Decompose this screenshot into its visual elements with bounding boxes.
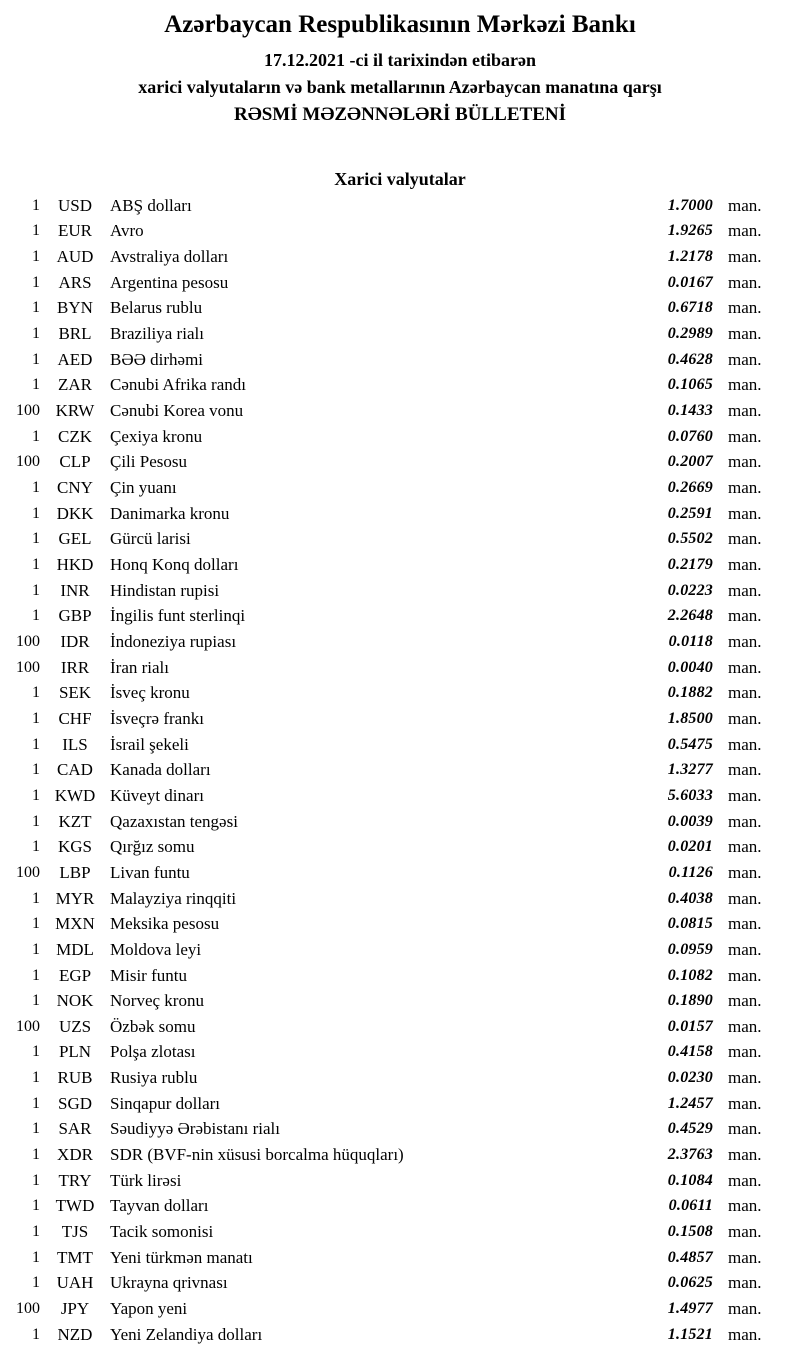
- currency-code-cell: IRR: [60, 657, 90, 677]
- rate-cell: 1.9265: [667, 222, 713, 240]
- table-row: [0, 629, 800, 655]
- unit-cell: man.: [728, 991, 762, 1011]
- unit-cell: man.: [728, 1273, 762, 1293]
- currency-name-cell: Tacik somonisi: [110, 1222, 214, 1242]
- unit-cell: man.: [728, 1145, 762, 1165]
- table-row: [0, 1271, 800, 1297]
- unit-cell: man.: [728, 708, 762, 728]
- unit-cell: man.: [728, 401, 762, 421]
- unit-cell: man.: [728, 965, 762, 985]
- currency-code-cell: CLP: [59, 452, 91, 472]
- currency-code-cell: IDR: [60, 631, 90, 651]
- table-row: [0, 398, 800, 424]
- rate-cell: 0.4158: [667, 1043, 713, 1061]
- rate-cell: 2.2648: [667, 607, 713, 625]
- quantity-cell: 100: [16, 632, 40, 650]
- unit-cell: man.: [728, 734, 762, 754]
- currency-code-cell: NOK: [56, 991, 94, 1011]
- currency-name-cell: İsveç kronu: [110, 683, 190, 703]
- unit-cell: man.: [728, 760, 762, 780]
- currency-name-cell: Səudiyyə Ərəbistanı rialı: [110, 1119, 280, 1139]
- quantity-cell: 1: [32, 735, 40, 753]
- quantity-cell: 1: [32, 1274, 40, 1292]
- currency-code-cell: AED: [57, 349, 93, 369]
- currency-name-cell: Argentina pesosu: [110, 272, 229, 292]
- table-row: [0, 219, 800, 245]
- currency-code-cell: KGS: [57, 837, 92, 857]
- rate-cell: 0.0118: [668, 632, 713, 650]
- currency-code-cell: ZAR: [58, 375, 92, 395]
- currency-name-cell: Misir funtu: [110, 965, 187, 985]
- currency-name-cell: BƏƏ dirhəmi: [110, 349, 204, 369]
- unit-cell: man.: [728, 1042, 762, 1062]
- quantity-cell: 1: [32, 273, 40, 291]
- quantity-cell: 1: [32, 889, 40, 907]
- rate-cell: 0.0040: [667, 658, 713, 676]
- quantity-cell: 1: [32, 376, 40, 394]
- currency-code-cell: GBP: [58, 606, 92, 626]
- currency-code-cell: TJS: [61, 1222, 89, 1242]
- table-row: [0, 193, 800, 219]
- rate-cell: 0.0230: [667, 1069, 713, 1087]
- currency-name-cell: Braziliya rialı: [110, 324, 204, 344]
- quantity-cell: 1: [32, 812, 40, 830]
- rate-cell: 0.0815: [667, 915, 713, 933]
- currency-code-cell: SEK: [58, 683, 92, 703]
- quantity-cell: 1: [32, 838, 40, 856]
- currency-name-cell: Çin yuanı: [110, 478, 177, 498]
- currency-code-cell: CAD: [57, 760, 93, 780]
- table-row: [0, 578, 800, 604]
- rate-cell: 1.3277: [667, 761, 713, 779]
- unit-cell: man.: [728, 1196, 762, 1216]
- unit-cell: man.: [728, 195, 762, 215]
- table-row: [0, 373, 800, 399]
- rate-cell: 1.7000: [667, 196, 713, 214]
- unit-cell: man.: [728, 862, 762, 882]
- currency-code-cell: CHF: [58, 708, 92, 728]
- table-row: [0, 1142, 800, 1168]
- rate-cell: 0.4857: [667, 1248, 713, 1266]
- currency-code-cell: JPY: [60, 1299, 90, 1319]
- table-row: [0, 527, 800, 553]
- currency-code-cell: KZT: [58, 811, 92, 831]
- unit-cell: man.: [728, 1247, 762, 1267]
- currency-name-cell: Yeni Zelandiya dolları: [110, 1324, 263, 1344]
- rate-cell: 0.1508: [667, 1223, 713, 1241]
- currency-code-cell: TRY: [58, 1170, 92, 1190]
- quantity-cell: 1: [32, 761, 40, 779]
- table-row: [0, 604, 800, 630]
- quantity-cell: 1: [32, 222, 40, 240]
- rate-cell: 0.0201: [667, 838, 713, 856]
- unit-cell: man.: [728, 452, 762, 472]
- currency-name-cell: Malayziya rinqqiti: [110, 888, 237, 908]
- rate-cell: 1.4977: [667, 1300, 713, 1318]
- unit-cell: man.: [728, 426, 762, 446]
- subtitle-line: xarici valyutaların və bank metallarının Azərbaycan manatına qarşı: [138, 77, 662, 97]
- rate-cell: 0.6718: [667, 299, 713, 317]
- currency-name-cell: Kanada dolları: [110, 760, 211, 780]
- rate-cell: 0.2179: [667, 556, 713, 574]
- currency-name-cell: Özbək somu: [110, 1016, 196, 1036]
- currency-name-cell: Moldova leyi: [110, 939, 202, 959]
- currency-name-cell: Danimarka kronu: [110, 503, 230, 523]
- currency-name-cell: Norveç kronu: [110, 991, 204, 1011]
- unit-cell: man.: [728, 580, 762, 600]
- table-row: [0, 963, 800, 989]
- table-row: [0, 757, 800, 783]
- quantity-cell: 1: [32, 1094, 40, 1112]
- quantity-cell: 1: [32, 786, 40, 804]
- quantity-cell: 100: [16, 1300, 40, 1318]
- currency-code-cell: LBP: [59, 862, 91, 882]
- table-row: [0, 783, 800, 809]
- unit-cell: man.: [728, 1016, 762, 1036]
- rate-cell: 0.0157: [667, 1017, 713, 1035]
- currency-code-cell: PLN: [58, 1042, 92, 1062]
- document-header: [0, 0, 800, 128]
- currency-code-cell: RUB: [57, 1068, 93, 1088]
- currency-code-cell: TWD: [55, 1196, 95, 1216]
- currency-name-cell: Honq Konq dolları: [110, 555, 239, 575]
- unit-cell: man.: [728, 1299, 762, 1319]
- currency-name-cell: Yapon yeni: [110, 1299, 188, 1319]
- quantity-cell: 1: [32, 350, 40, 368]
- rate-cell: 0.4628: [667, 350, 713, 368]
- quantity-cell: 1: [32, 1325, 40, 1343]
- currency-code-cell: XDR: [57, 1145, 93, 1165]
- table-row: [0, 834, 800, 860]
- unit-cell: man.: [728, 478, 762, 498]
- table-row: [0, 552, 800, 578]
- page-title: Azərbaycan Respublikasının Mərkəzi Bankı: [164, 11, 636, 38]
- quantity-cell: 1: [32, 684, 40, 702]
- table-row: [0, 937, 800, 963]
- unit-cell: man.: [728, 657, 762, 677]
- rate-cell: 0.5502: [667, 530, 713, 548]
- currency-code-cell: NZD: [57, 1324, 93, 1344]
- table-row: [0, 1168, 800, 1194]
- unit-cell: man.: [728, 324, 762, 344]
- currency-code-cell: MXN: [55, 914, 95, 934]
- table-row: [0, 1040, 800, 1066]
- unit-cell: man.: [728, 375, 762, 395]
- quantity-cell: 100: [16, 453, 40, 471]
- table-row: [0, 450, 800, 476]
- rate-cell: 0.1126: [668, 863, 713, 881]
- currency-code-cell: BYN: [57, 298, 93, 318]
- currency-rate-table: [0, 193, 800, 1348]
- quantity-cell: 1: [32, 299, 40, 317]
- rate-cell: 1.1521: [667, 1325, 713, 1343]
- unit-cell: man.: [728, 1093, 762, 1113]
- table-row: [0, 424, 800, 450]
- unit-cell: man.: [728, 811, 762, 831]
- table-row: [0, 680, 800, 706]
- table-row: [0, 886, 800, 912]
- rate-cell: 0.0167: [667, 273, 713, 291]
- rate-cell: 0.1890: [667, 992, 713, 1010]
- rate-cell: 0.0760: [667, 427, 713, 445]
- quantity-cell: 1: [32, 1120, 40, 1138]
- quantity-cell: 1: [32, 1197, 40, 1215]
- currency-code-cell: ILS: [62, 734, 88, 754]
- rate-cell: 0.2007: [667, 453, 713, 471]
- currency-name-cell: Meksika pesosu: [110, 914, 220, 934]
- currency-name-cell: İsveçrə frankı: [110, 708, 204, 728]
- quantity-cell: 1: [32, 504, 40, 522]
- unit-cell: man.: [728, 631, 762, 651]
- rate-cell: 2.3763: [667, 1146, 713, 1164]
- unit-cell: man.: [728, 606, 762, 626]
- table-row: [0, 655, 800, 681]
- rate-cell: 0.1882: [667, 684, 713, 702]
- table-row: [0, 1117, 800, 1143]
- rate-cell: 1.8500: [667, 709, 713, 727]
- currency-name-cell: Qırğız somu: [110, 837, 195, 857]
- table-row: [0, 501, 800, 527]
- rate-cell: 0.1082: [667, 966, 713, 984]
- currency-code-cell: SAR: [58, 1119, 92, 1139]
- rate-cell: 0.0959: [667, 940, 713, 958]
- currency-code-cell: KWD: [54, 785, 96, 805]
- quantity-cell: 1: [32, 581, 40, 599]
- currency-name-cell: İndoneziya rupiası: [110, 631, 237, 651]
- currency-code-cell: MYR: [55, 888, 95, 908]
- unit-cell: man.: [728, 785, 762, 805]
- currency-code-cell: USD: [57, 195, 92, 215]
- unit-cell: man.: [728, 503, 762, 523]
- rate-cell: 0.1065: [667, 376, 713, 394]
- rate-cell: 0.1084: [667, 1171, 713, 1189]
- rate-cell: 0.1433: [667, 402, 713, 420]
- currency-name-cell: SDR (BVF-nin xüsusi borcalma hüquqları): [110, 1145, 404, 1165]
- currency-name-cell: Sinqapur dolları: [110, 1093, 221, 1113]
- bulletin-title: RƏSMİ MƏZƏNNƏLƏRİ BÜLLETENİ: [233, 104, 566, 125]
- currency-name-cell: Ukrayna qrivnası: [110, 1273, 228, 1293]
- currency-name-cell: İngilis funt sterlinqi: [110, 606, 246, 626]
- unit-cell: man.: [728, 1170, 762, 1190]
- rate-cell: 0.5475: [667, 735, 713, 753]
- currency-name-cell: İsrail şekeli: [110, 734, 189, 754]
- table-row: [0, 1194, 800, 1220]
- quantity-cell: 1: [32, 1043, 40, 1061]
- quantity-cell: 1: [32, 966, 40, 984]
- currency-code-cell: DKK: [56, 503, 94, 523]
- unit-cell: man.: [728, 247, 762, 267]
- quantity-cell: 1: [32, 940, 40, 958]
- currency-name-cell: Cənubi Afrika randı: [110, 375, 246, 395]
- quantity-cell: 1: [32, 607, 40, 625]
- quantity-cell: 100: [16, 1017, 40, 1035]
- currency-code-cell: INR: [60, 580, 90, 600]
- quantity-cell: 1: [32, 992, 40, 1010]
- table-row: [0, 1219, 800, 1245]
- rate-cell: 0.0039: [667, 812, 713, 830]
- currency-code-cell: UAH: [56, 1273, 94, 1293]
- rate-cell: 1.2178: [667, 248, 713, 266]
- quantity-cell: 1: [32, 530, 40, 548]
- currency-name-cell: Çili Pesosu: [110, 452, 187, 472]
- quantity-cell: 1: [32, 479, 40, 497]
- rate-cell: 1.2457: [667, 1094, 713, 1112]
- quantity-cell: 1: [32, 709, 40, 727]
- quantity-cell: 1: [32, 556, 40, 574]
- table-row: [0, 1014, 800, 1040]
- quantity-cell: 1: [32, 427, 40, 445]
- unit-cell: man.: [728, 272, 762, 292]
- quantity-cell: 1: [32, 325, 40, 343]
- table-row: [0, 1245, 800, 1271]
- rate-cell: 0.4038: [667, 889, 713, 907]
- currency-code-cell: EUR: [58, 221, 92, 241]
- quantity-cell: 1: [32, 1223, 40, 1241]
- quantity-cell: 1: [32, 1146, 40, 1164]
- table-row: [0, 860, 800, 886]
- table-row: [0, 911, 800, 937]
- currency-name-cell: Cənubi Korea vonu: [110, 401, 244, 421]
- rate-cell: 0.2669: [667, 479, 713, 497]
- currency-code-cell: EGP: [58, 965, 92, 985]
- currency-code-cell: CZK: [58, 426, 92, 446]
- unit-cell: man.: [728, 1222, 762, 1242]
- quantity-cell: 1: [32, 1069, 40, 1087]
- rate-cell: 0.0611: [668, 1197, 713, 1215]
- currency-name-cell: Çexiya kronu: [110, 426, 203, 446]
- currency-name-cell: Qazaxıstan tengəsi: [110, 811, 238, 831]
- quantity-cell: 100: [16, 863, 40, 881]
- unit-cell: man.: [728, 555, 762, 575]
- currency-code-cell: MDL: [56, 939, 94, 959]
- quantity-cell: 1: [32, 248, 40, 266]
- table-row: [0, 988, 800, 1014]
- currency-name-cell: İran rialı: [110, 657, 169, 677]
- rate-cell: 0.2989: [667, 325, 713, 343]
- currency-code-cell: HKD: [56, 555, 94, 575]
- unit-cell: man.: [728, 1119, 762, 1139]
- unit-cell: man.: [728, 298, 762, 318]
- table-row: [0, 347, 800, 373]
- rate-cell: 0.4529: [667, 1120, 713, 1138]
- currency-code-cell: KRW: [55, 401, 95, 421]
- quantity-cell: 1: [32, 1171, 40, 1189]
- currency-code-cell: ARS: [58, 272, 92, 292]
- currency-code-cell: BRL: [58, 324, 92, 344]
- currency-name-cell: Rusiya rublu: [110, 1068, 198, 1088]
- currency-name-cell: Avro: [110, 221, 144, 241]
- currency-name-cell: Belarus rublu: [110, 298, 203, 318]
- currency-name-cell: Hindistan rupisi: [110, 580, 220, 600]
- table-row: [0, 809, 800, 835]
- currency-name-cell: Polşa zlotası: [110, 1042, 196, 1062]
- unit-cell: man.: [728, 888, 762, 908]
- currency-code-cell: UZS: [58, 1016, 92, 1036]
- unit-cell: man.: [728, 221, 762, 241]
- quantity-cell: 1: [32, 915, 40, 933]
- table-row: [0, 244, 800, 270]
- currency-name-cell: Avstraliya dolları: [110, 247, 229, 267]
- rate-cell: 5.6033: [667, 786, 713, 804]
- unit-cell: man.: [728, 1068, 762, 1088]
- currency-code-cell: AUD: [56, 247, 94, 267]
- quantity-cell: 1: [32, 1248, 40, 1266]
- currency-name-cell: Gürcü larisi: [110, 529, 191, 549]
- quantity-cell: 100: [16, 658, 40, 676]
- table-row: [0, 1065, 800, 1091]
- rate-cell: 0.0223: [667, 581, 713, 599]
- table-row: [0, 321, 800, 347]
- unit-cell: man.: [728, 349, 762, 369]
- table-row: [0, 475, 800, 501]
- unit-cell: man.: [728, 1324, 762, 1344]
- section-title-foreign-currencies: Xarici valyutalar: [334, 169, 466, 189]
- unit-cell: man.: [728, 529, 762, 549]
- currency-name-cell: Yeni türkmən manatı: [110, 1247, 253, 1267]
- table-row: [0, 1091, 800, 1117]
- currency-name-cell: Livan funtu: [110, 862, 190, 882]
- table-row: [0, 732, 800, 758]
- rate-cell: 0.0625: [667, 1274, 713, 1292]
- table-row: [0, 706, 800, 732]
- rate-cell: 0.2591: [667, 504, 713, 522]
- currency-code-cell: GEL: [58, 529, 92, 549]
- unit-cell: man.: [728, 837, 762, 857]
- table-row: [0, 1322, 800, 1348]
- currency-code-cell: TMT: [57, 1247, 93, 1267]
- quantity-cell: 100: [16, 402, 40, 420]
- currency-code-cell: SGD: [57, 1093, 92, 1113]
- currency-name-cell: Türk lirəsi: [110, 1170, 182, 1190]
- effective-date-line: 17.12.2021 -ci il tarixindən etibarən: [264, 50, 536, 70]
- unit-cell: man.: [728, 914, 762, 934]
- quantity-cell: 1: [32, 196, 40, 214]
- currency-name-cell: ABŞ dolları: [110, 195, 192, 215]
- table-row: [0, 1296, 800, 1322]
- currency-code-cell: CNY: [57, 478, 93, 498]
- table-row: [0, 270, 800, 296]
- currency-name-cell: Küveyt dinarı: [110, 785, 204, 805]
- currency-name-cell: Tayvan dolları: [110, 1196, 209, 1216]
- unit-cell: man.: [728, 939, 762, 959]
- unit-cell: man.: [728, 683, 762, 703]
- table-row: [0, 296, 800, 322]
